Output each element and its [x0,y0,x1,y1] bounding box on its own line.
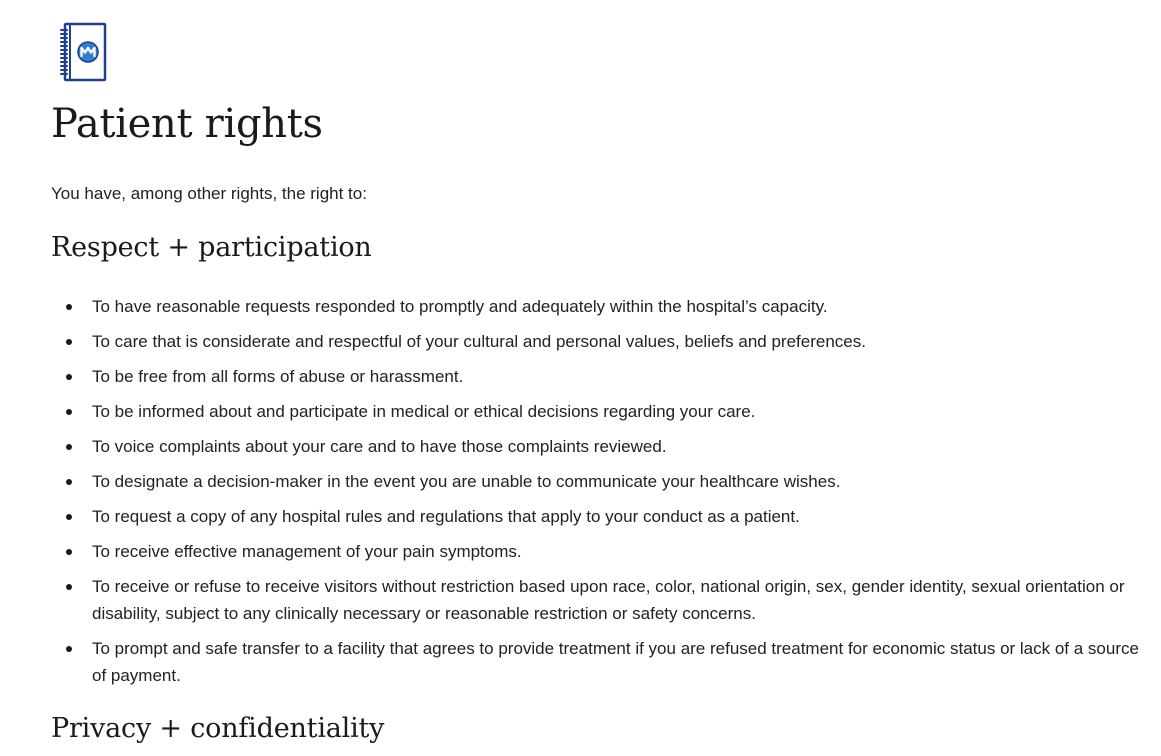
list-item: To be free from all forms of abuse or harassment. [51,363,1146,390]
list-item: To care that is considerate and respectful of your cultural and personal values, beliefs and preferences. [51,328,1146,355]
list-item: To be informed about and participate in medical or ethical decisions regarding your care. [51,398,1146,425]
section-heading-privacy-confidentiality: Privacy + confidentiality [51,713,385,744]
rights-list [51,293,1146,697]
list-item: To have reasonable requests responded to promptly and adequately within the hospital’s capacity. [51,293,1146,320]
intro-text: You have, among other rights, the right to: [51,184,367,203]
list-item: To request a copy of any hospital rules and regulations that apply to your conduct as a patient. [51,503,1146,530]
list-item: To voice complaints about your care and to have those complaints reviewed. [51,433,1146,460]
page-title: Patient rights [51,101,323,147]
list-item: To prompt and safe transfer to a facility that agrees to provide treatment if you are refused treatment for economic status or lack of a source of payment. [51,635,1146,689]
patient-guide-book-icon [58,22,108,82]
list-item: To receive effective management of your pain symptoms. [51,538,1146,565]
list-item: To receive or refuse to receive visitors without restriction based upon race, color, national origin, sex, gender identity, sexual orientation or disability, subject to any clinically necessary or reasonable restriction or safety concerns. [51,573,1146,627]
section-heading-respect-participation: Respect + participation [51,232,372,263]
list-item: To designate a decision-maker in the event you are unable to communicate your healthcare wishes. [51,468,1146,495]
